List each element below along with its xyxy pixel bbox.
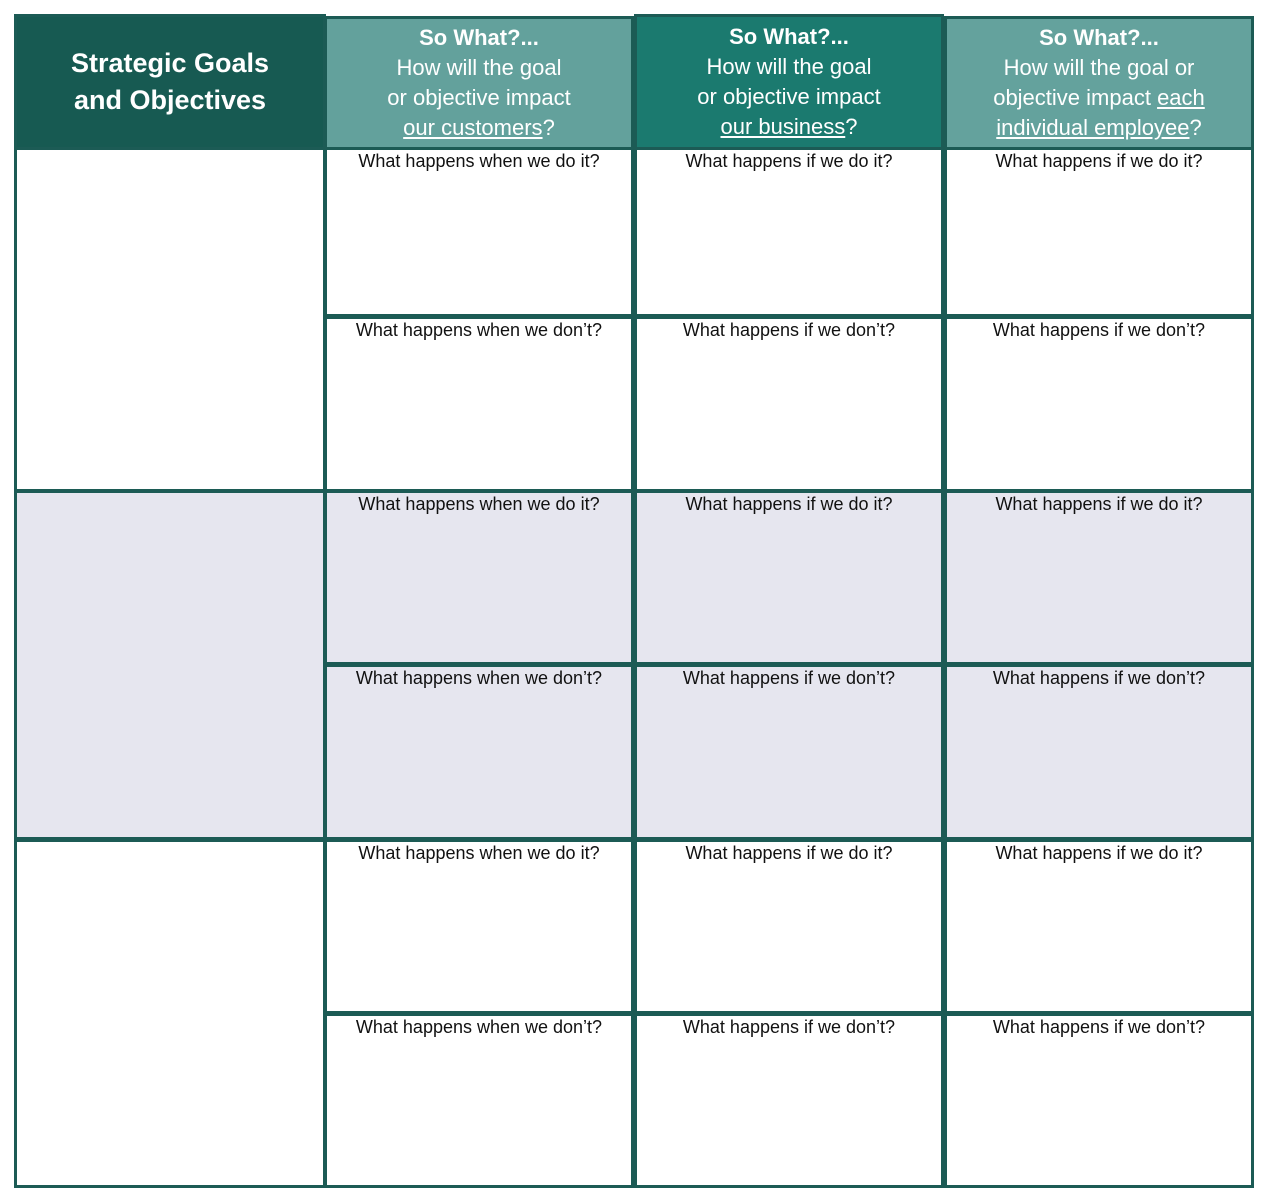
employee-header-lead: So What?... <box>1039 25 1159 50</box>
customers-do-question: What happens when we do it? <box>358 494 600 514</box>
customers-link-text: our customers <box>403 115 543 140</box>
business-impact-header <box>634 14 944 150</box>
employee-header-line2 <box>993 83 1205 113</box>
employee-do-question: What happens if we do it? <box>995 843 1203 863</box>
employee-dont-cell-1[interactable] <box>944 316 1254 492</box>
employee-impact-header <box>944 16 1254 150</box>
business-do-question: What happens if we do it? <box>685 843 893 863</box>
business-do-question: What happens if we do it? <box>685 494 893 514</box>
customers-dont-question: What happens when we don’t? <box>355 1017 603 1037</box>
goal-cell-2[interactable] <box>14 490 326 840</box>
employee-header-line3 <box>996 113 1201 143</box>
employee-header-line2-text: objective impact <box>993 85 1158 110</box>
customers-do-question: What happens when we do it? <box>358 843 600 863</box>
employee-do-cell-3[interactable] <box>944 839 1254 1014</box>
customers-header-lead: So What?... <box>419 25 539 50</box>
customers-dont-cell-1[interactable] <box>324 316 634 492</box>
employee-do-cell-2[interactable] <box>944 490 1254 665</box>
customers-do-cell-3[interactable] <box>324 839 634 1014</box>
so-what-worksheet <box>14 14 1254 1188</box>
employee-do-question: What happens if we do it? <box>995 151 1203 171</box>
customers-dont-question: What happens when we don’t? <box>355 320 603 340</box>
customers-header-suffix: ? <box>542 115 555 140</box>
customers-do-cell-1[interactable] <box>324 147 634 317</box>
customers-do-question: What happens when we do it? <box>358 151 600 171</box>
employee-dont-cell-3[interactable] <box>944 1013 1254 1188</box>
employee-link-each: each <box>1157 85 1205 110</box>
employee-header-suffix: ? <box>1189 115 1202 140</box>
business-header-line3 <box>721 112 858 142</box>
business-do-cell-2[interactable] <box>634 490 944 665</box>
business-link-text: our business <box>720 114 846 139</box>
customers-header-line2: or objective impact <box>387 85 571 110</box>
business-dont-question: What happens if we don’t? <box>682 1017 896 1037</box>
employee-header-line1: How will the goal or <box>1003 55 1195 80</box>
customers-do-cell-2[interactable] <box>324 490 634 665</box>
customers-header-line1: How will the goal <box>396 55 562 80</box>
employee-dont-question: What happens if we don’t? <box>992 320 1206 340</box>
customers-impact-header <box>324 16 634 150</box>
business-dont-cell-2[interactable] <box>634 664 944 840</box>
business-dont-cell-3[interactable] <box>634 1013 944 1188</box>
employee-link-individual: individual employee <box>996 115 1190 140</box>
business-header-suffix: ? <box>845 114 858 139</box>
business-do-cell-1[interactable] <box>634 147 944 317</box>
customers-dont-cell-3[interactable] <box>324 1013 634 1188</box>
employee-dont-question: What happens if we don’t? <box>992 668 1206 688</box>
employee-dont-question: What happens if we don’t? <box>992 1017 1206 1037</box>
customers-dont-question: What happens when we don’t? <box>355 668 603 688</box>
goals-header <box>14 14 326 150</box>
employee-do-question: What happens if we do it? <box>995 494 1203 514</box>
business-header-line2: or objective impact <box>697 84 881 109</box>
business-do-cell-3[interactable] <box>634 839 944 1014</box>
goal-cell-1[interactable] <box>14 147 326 492</box>
business-header-line1: How will the goal <box>706 54 872 79</box>
employee-do-cell-1[interactable] <box>944 147 1254 317</box>
business-dont-cell-1[interactable] <box>634 316 944 492</box>
business-dont-question: What happens if we don’t? <box>682 320 896 340</box>
goals-header-title: Strategic Goals and Objectives <box>70 48 270 115</box>
employee-dont-cell-2[interactable] <box>944 664 1254 840</box>
customers-header-line3 <box>403 113 555 143</box>
goal-cell-3[interactable] <box>14 839 326 1188</box>
customers-dont-cell-2[interactable] <box>324 664 634 840</box>
business-do-question: What happens if we do it? <box>685 151 893 171</box>
business-header-lead: So What?... <box>729 24 849 49</box>
business-dont-question: What happens if we don’t? <box>682 668 896 688</box>
